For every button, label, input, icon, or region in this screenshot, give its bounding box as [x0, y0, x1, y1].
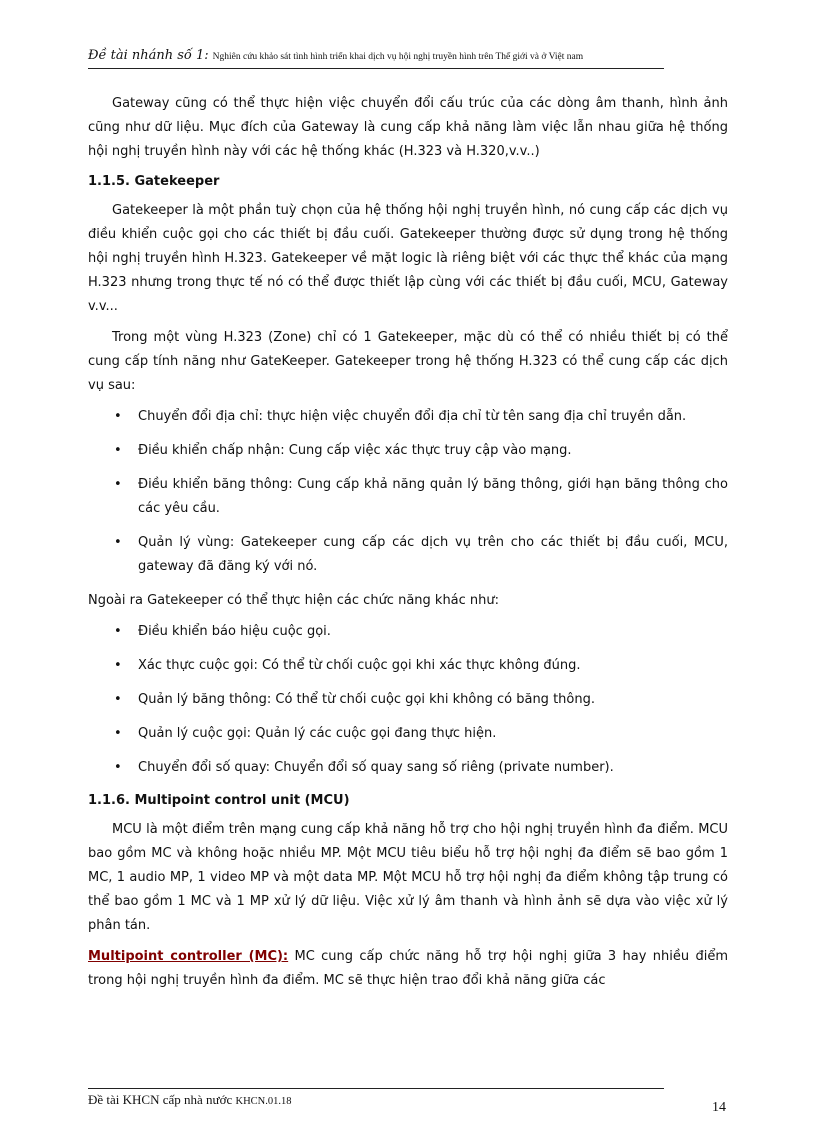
footer-divider: [88, 1088, 664, 1089]
page-footer: [88, 1092, 292, 1108]
list-item: • Xác thực cuộc gọi: Có thể từ chối cuộc gọi khi xác thực không đúng.: [88, 654, 728, 678]
mc-paragraph: [88, 945, 728, 993]
other-functions-intro: Ngoài ra Gatekeeper có thể thực hiện các chức năng khác như:: [88, 593, 500, 608]
list-item: • Quản lý cuộc gọi: Quản lý các cuộc gọi đang thực hiện.: [88, 722, 728, 746]
list-item: • Chuyển đổi địa chỉ: thực hiện việc chuyển đổi địa chỉ từ tên sang địa chỉ truyền dẫn.: [88, 405, 728, 429]
mc-paragraph-text: MC cung cấp chức năng hỗ trợ hội nghị giữa 3 hay nhiều điểm trong hội nghị truyền hình đa điểm. MC sẽ thực hiện trao đổi khả năng giữa các: [88, 949, 728, 988]
gatekeeper-paragraph-2: Trong một vùng H.323 (Zone) chỉ có 1 Gatekeeper, mặc dù có thể có nhiều thiết bị có thể cung cấp tính năng như GateKeeper. Gatekeeper trong hệ thống H.323 có thể cung cấp các dịch vụ sau:: [88, 330, 728, 393]
gateway-paragraph: Gateway cũng có thể thực hiện việc chuyển đổi cấu trúc của các dòng âm thanh, hình ảnh cũng như dữ liệu. Mục đích của Gateway là cung cấp khả năng làm việc lẫn nhau giữa hệ thống hội nghị truyền hình này với các hệ thống khác (H.323 và H.320,v.v..): [88, 96, 728, 159]
gatekeeper-paragraph-1: Gatekeeper là một phần tuỳ chọn của hệ thống hội nghị truyền hình, nó cung cấp các dịch vụ điều khiển cuộc gọi cho các thiết bị đầu cuối. Gatekeeper thường được sử dụng trong hệ thống hội nghị truyền hình H.323. Gatekeeper về mặt logic là riêng biệt với các thực thể khác của mạng H.323 nhưng trong thực tế nó có thể được thiết lập cùng với các thiết bị đầu cuối, MCU, Gateway v.v...: [88, 203, 728, 314]
list-item: • Quản lý băng thông: Có thể từ chối cuộc gọi khi không có băng thông.: [88, 688, 728, 712]
page-body: [88, 92, 728, 1000]
page-number: 14: [712, 1100, 726, 1115]
list-item: • Điều khiển báo hiệu cuộc gọi.: [88, 620, 728, 644]
header-subtitle: Nghiên cứu khảo sát tình hình triển khai dịch vụ hội nghị truyền hình trên Thế giới và ở Việt nam: [212, 52, 584, 62]
mcu-paragraph: MCU là một điểm trên mạng cung cấp khả năng hỗ trợ cho hội nghị truyền hình đa điểm. MCU bao gồm MC và không hoặc nhiều MP. Một MCU tiêu biểu hỗ trợ hội nghị đa điểm sẽ bao gồm 1 MC, 1 audio MP, 1 video MP và một data MP. Một MCU hỗ trợ hội nghị đa điểm không tập trung có thể bao gồm 1 MC và 1 MP xử lý dữ liệu. Việc xử lý âm thanh và hình ảnh sẽ dựa vào việc xử lý phân tán.: [88, 822, 728, 933]
list-item: • Điều khiển chấp nhận: Cung cấp việc xác thực truy cập vào mạng.: [88, 439, 728, 463]
list-item: • Điều khiển băng thông: Cung cấp khả năng quản lý băng thông, giới hạn băng thông cho các yêu cầu.: [88, 473, 728, 521]
section-heading-gatekeeper: 1.1.5. Gatekeeper: [88, 174, 220, 189]
list-item: • Quản lý vùng: Gatekeeper cung cấp các dịch vụ trên cho các thiết bị đầu cuối, MCU, gateway đã đăng ký với nó.: [88, 531, 728, 579]
services-list: [88, 405, 728, 579]
other-functions-list: [88, 620, 728, 780]
footer-code: KHCN.01.18: [235, 1096, 292, 1107]
footer-text: Đề tài KHCN cấp nhà nước: [88, 1092, 233, 1107]
section-heading-mcu: 1.1.6. Multipoint control unit (MCU): [88, 793, 350, 808]
list-item: • Chuyển đổi số quay: Chuyển đổi số quay sang số riêng (private number).: [88, 756, 728, 780]
page-header: [88, 46, 728, 64]
mc-inline-heading: Multipoint controller (MC):: [88, 949, 289, 964]
header-divider: [88, 68, 664, 69]
header-title: Đề tài nhánh số 1:: [88, 48, 209, 63]
